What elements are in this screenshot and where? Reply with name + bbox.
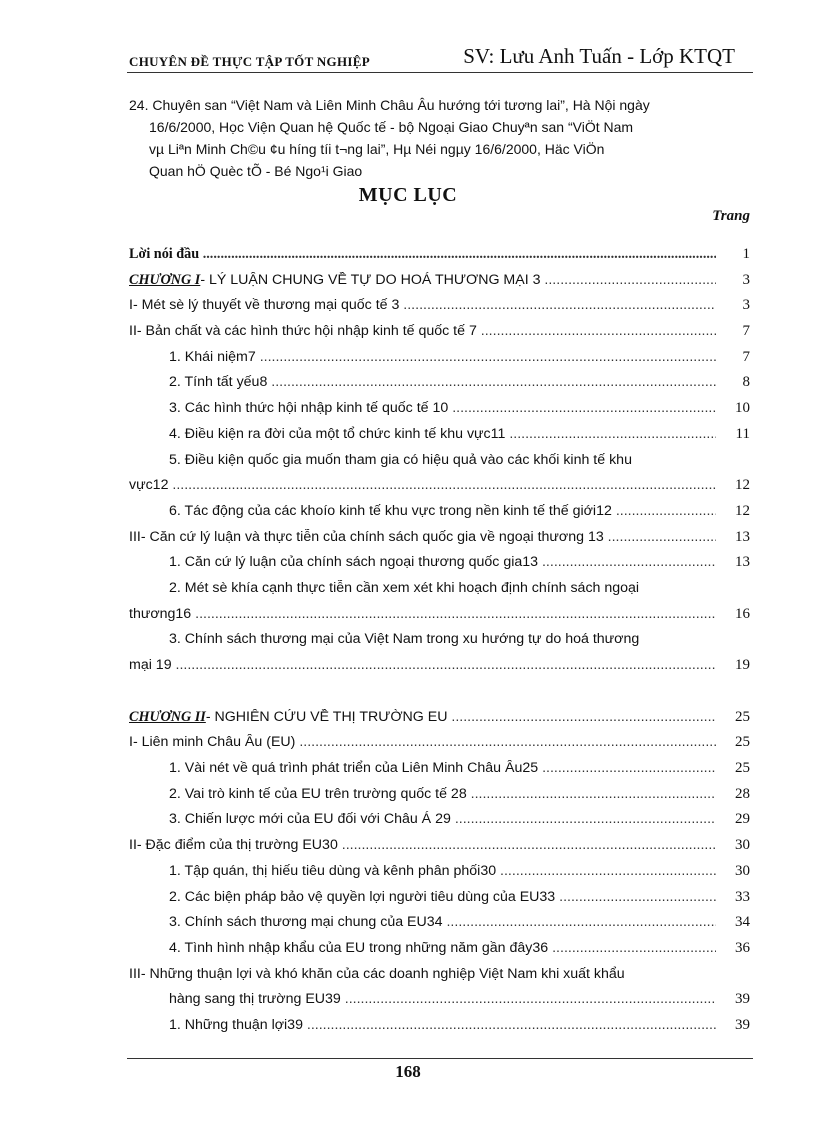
toc-entry[interactable] [129, 807, 750, 833]
toc-entry[interactable] [129, 370, 750, 396]
toc-page-number: 12 [735, 502, 750, 519]
toc-chapter-label: CHƯƠNG I [129, 271, 201, 288]
toc-entry[interactable] [129, 448, 750, 474]
toc-entry-title [129, 477, 716, 493]
toc-page-number: 3 [742, 271, 750, 288]
toc-entry-text: III- Những thuận lợi và khó khăn của các doanh nghiệp Việt Nam khi xuất khẩu [129, 965, 625, 982]
toc-entry[interactable] [129, 627, 750, 653]
toc-page-number: 30 [735, 862, 750, 879]
toc-entry[interactable] [129, 550, 750, 576]
toc-entry-text: I- Mét sè lý thuyết về thương mại quốc tế 3 [129, 297, 400, 314]
toc-entry[interactable] [129, 730, 750, 756]
toc-entry-text: 1. Khái niệm7 [169, 348, 256, 365]
toc-entry[interactable] [129, 756, 750, 782]
page-title: MỤC LỤC [358, 184, 458, 206]
toc-entry-title [129, 966, 716, 982]
toc-entry-text: 2. Vai trò kinh tế của EU trên trường quốc tế 28 [169, 785, 467, 802]
header-author: SV: Lưu Anh Tuấn - Lớp KTQT [463, 44, 735, 68]
toc-entry[interactable] [129, 242, 750, 268]
reference-line: Quan hÖ Quèc tÕ - Bé Ngo¹i Giao [149, 163, 363, 179]
toc-entry-title [169, 786, 716, 802]
toc-entry[interactable] [129, 936, 750, 962]
footer-rule [127, 1058, 753, 1059]
toc-page-number: 39 [735, 991, 750, 1008]
toc-entry-title [169, 374, 716, 390]
toc-page-number: 33 [735, 888, 750, 905]
reference-entry [129, 94, 749, 182]
toc-entry-title [169, 452, 716, 468]
toc-entry-text: 3. Chính sách thương mại của Việt Nam trong xu hướng tự do hoá thương [169, 631, 640, 648]
toc-entry-title [169, 400, 716, 416]
toc-entry[interactable] [129, 268, 750, 294]
reference-line: 16/6/2000, Học Viện Quan hệ Quốc tế - bộ Ngoại Giao Chuyªn san “ViÖt Nam [149, 119, 634, 135]
toc-entry[interactable] [129, 859, 750, 885]
toc-entry-text: Lời nói đầu [129, 246, 200, 262]
toc-entry-text: II- Đặc điểm của thị trường EU30 [129, 837, 338, 854]
page-header [127, 44, 753, 74]
toc-entry-title [129, 246, 716, 263]
toc-page-number: 19 [735, 657, 750, 673]
toc-entry-title [169, 349, 716, 365]
toc-chapter-label: CHƯƠNG II [129, 708, 206, 725]
toc-entry-title [169, 631, 716, 647]
toc-entry[interactable] [129, 653, 750, 679]
toc-page-number: 16 [735, 605, 750, 622]
toc-entry-title [129, 657, 716, 673]
toc-entry[interactable] [129, 576, 750, 602]
toc-entry-title [129, 297, 716, 313]
toc-entry-title [129, 323, 716, 339]
toc-page-number: 28 [735, 785, 750, 802]
toc-entry[interactable] [129, 319, 750, 345]
header-document-type: CHUYÊN ĐỀ THỰC TẬP TỐT NGHIỆP [129, 54, 370, 69]
toc-entry-text: III- Căn cứ lý luận và thực tiễn của chính sách quốc gia về ngoại thương 13 [129, 528, 604, 545]
toc-entry-title [169, 503, 716, 519]
toc-page-number: 25 [735, 708, 750, 725]
toc-entry[interactable] [129, 910, 750, 936]
reference-line: vµ Liªn Minh Ch©u ¢u híng tíi t¬ng lai”, Hµ Néi ngµy 16/6/2000, Häc ViÖn [149, 141, 605, 157]
toc-entry[interactable] [129, 499, 750, 525]
toc-entry-text: vực12 [129, 477, 169, 494]
toc-page-number: 25 [735, 734, 750, 751]
toc-entry-title [129, 272, 716, 289]
toc-entry-title [169, 889, 716, 905]
toc-entry-title [169, 991, 716, 1007]
toc-entry-text: 5. Điều kiện quốc gia muốn tham gia có hiệu quả vào các khối kinh tế khu [169, 451, 632, 468]
toc-entry-text: hàng sang thị trường EU39 [169, 991, 341, 1008]
toc-page-number: 13 [735, 554, 750, 571]
toc-page-number: 3 [742, 297, 750, 314]
toc-entry-text: mại 19 [129, 657, 172, 673]
toc-entry[interactable] [129, 525, 750, 551]
reference-line: 24. Chuyên san “Việt Nam và Liên Minh Châu Âu hướng tới tương lai”, Hà Nội ngày [129, 97, 650, 113]
toc-entry-text: 1. Tập quán, thị hiếu tiêu dùng và kênh phân phối30 [169, 862, 497, 879]
toc-entry-title [169, 426, 716, 442]
toc-entry[interactable] [129, 705, 750, 731]
toc-entry-title [169, 811, 716, 827]
toc-entry-title [129, 606, 716, 622]
toc-entry-text: - NGHIÊN CỨU VỀ THỊ TRƯỜNG EU [205, 708, 448, 725]
toc-spacer [129, 679, 750, 705]
toc-page-number: 7 [742, 323, 750, 340]
toc-entry-text: 3. Các hình thức hội nhập kinh tế quốc tế 10 [169, 400, 449, 417]
toc-entry[interactable] [129, 1013, 750, 1039]
toc-page-number: 39 [735, 1016, 750, 1033]
toc-page-number: 13 [735, 528, 750, 545]
toc-entry-text: 1. Những thuận lợi39 [169, 1016, 303, 1033]
toc-entry-text: thương16 [129, 605, 192, 622]
toc-entry-text: II- Bản chất và các hình thức hội nhập kinh tế quốc tế 7 [129, 323, 477, 340]
toc-entry-title [129, 837, 716, 853]
toc-entry-title [129, 734, 716, 750]
toc-entry-title [129, 709, 716, 726]
header-rule [127, 72, 753, 73]
toc-entry[interactable] [129, 473, 750, 499]
toc-entry-title [169, 760, 716, 776]
toc-entry-text: 2. Các biện pháp bảo vệ quyền lợi người tiêu dùng của EU33 [169, 888, 556, 905]
toc-page-number: 29 [735, 811, 750, 828]
toc-entry-text: 2. Tính tất yếu8 [169, 374, 268, 391]
toc-entry-text: 3. Chiến lược mới của EU đối với Châu Á 29 [169, 811, 451, 828]
toc-page-number: 10 [735, 400, 750, 417]
toc-entry-text: 2. Mét sè khía cạnh thực tiễn cần xem xét khi hoạch định chính sách ngoại [169, 579, 640, 596]
toc-entry-text: 1. Căn cứ lý luận của chính sách ngoại thương quốc gia13 [169, 554, 539, 571]
toc-entry[interactable] [129, 293, 750, 319]
toc-entry-text: I- Liên minh Châu Âu (EU) [129, 734, 296, 751]
page-number: 168 [395, 1062, 421, 1081]
toc-page-number: 34 [735, 914, 750, 931]
toc-entry[interactable] [129, 987, 750, 1013]
toc-entry[interactable] [129, 602, 750, 628]
toc-entry[interactable] [129, 345, 750, 371]
toc-page-number: 25 [735, 760, 750, 777]
toc-entry-title [169, 554, 716, 570]
toc-page-number: 36 [735, 939, 750, 956]
toc-entry-title [169, 863, 716, 879]
toc-entry[interactable] [129, 833, 750, 859]
toc-page-number: 8 [742, 374, 750, 391]
toc-entry-title [129, 529, 716, 545]
toc-entry[interactable] [129, 422, 750, 448]
toc-entry-text: 4. Điều kiện ra đời của một tổ chức kinh tế khu vực11 [169, 425, 506, 442]
toc-page-number: 7 [742, 348, 750, 365]
toc-entry[interactable] [129, 782, 750, 808]
toc-entry-title [169, 1017, 716, 1033]
toc-entry-text: 3. Chính sách thương mại chung của EU34 [169, 914, 443, 931]
toc-entry-title [169, 914, 716, 930]
toc-entry-text: 6. Tác động của các khoío kinh tế khu vực trong nền kinh tế thế giới12 [169, 502, 612, 519]
toc-page-number: 11 [735, 425, 750, 442]
toc-entry[interactable] [129, 885, 750, 911]
toc-page-number: 12 [735, 477, 750, 494]
toc-page-number: 30 [735, 837, 750, 854]
toc-entry-text: 4. Tình hình nhập khẩu của EU trong những năm gần đây36 [169, 939, 549, 956]
toc-entry-text: 1. Vài nét về quá trình phát triển của Liên Minh Châu Âu25 [169, 760, 539, 777]
table-of-contents [129, 242, 750, 1039]
toc-entry-title [169, 580, 716, 596]
toc-entry[interactable] [129, 396, 750, 422]
toc-entry-title [169, 940, 716, 956]
page-column-label: Trang [712, 208, 750, 224]
toc-entry[interactable] [129, 962, 750, 988]
toc-page-number: 1 [742, 246, 750, 262]
toc-entry-text: - LÝ LUẬN CHUNG VỀ TỰ DO HOÁ THƯƠNG MẠI 3 [200, 271, 541, 288]
